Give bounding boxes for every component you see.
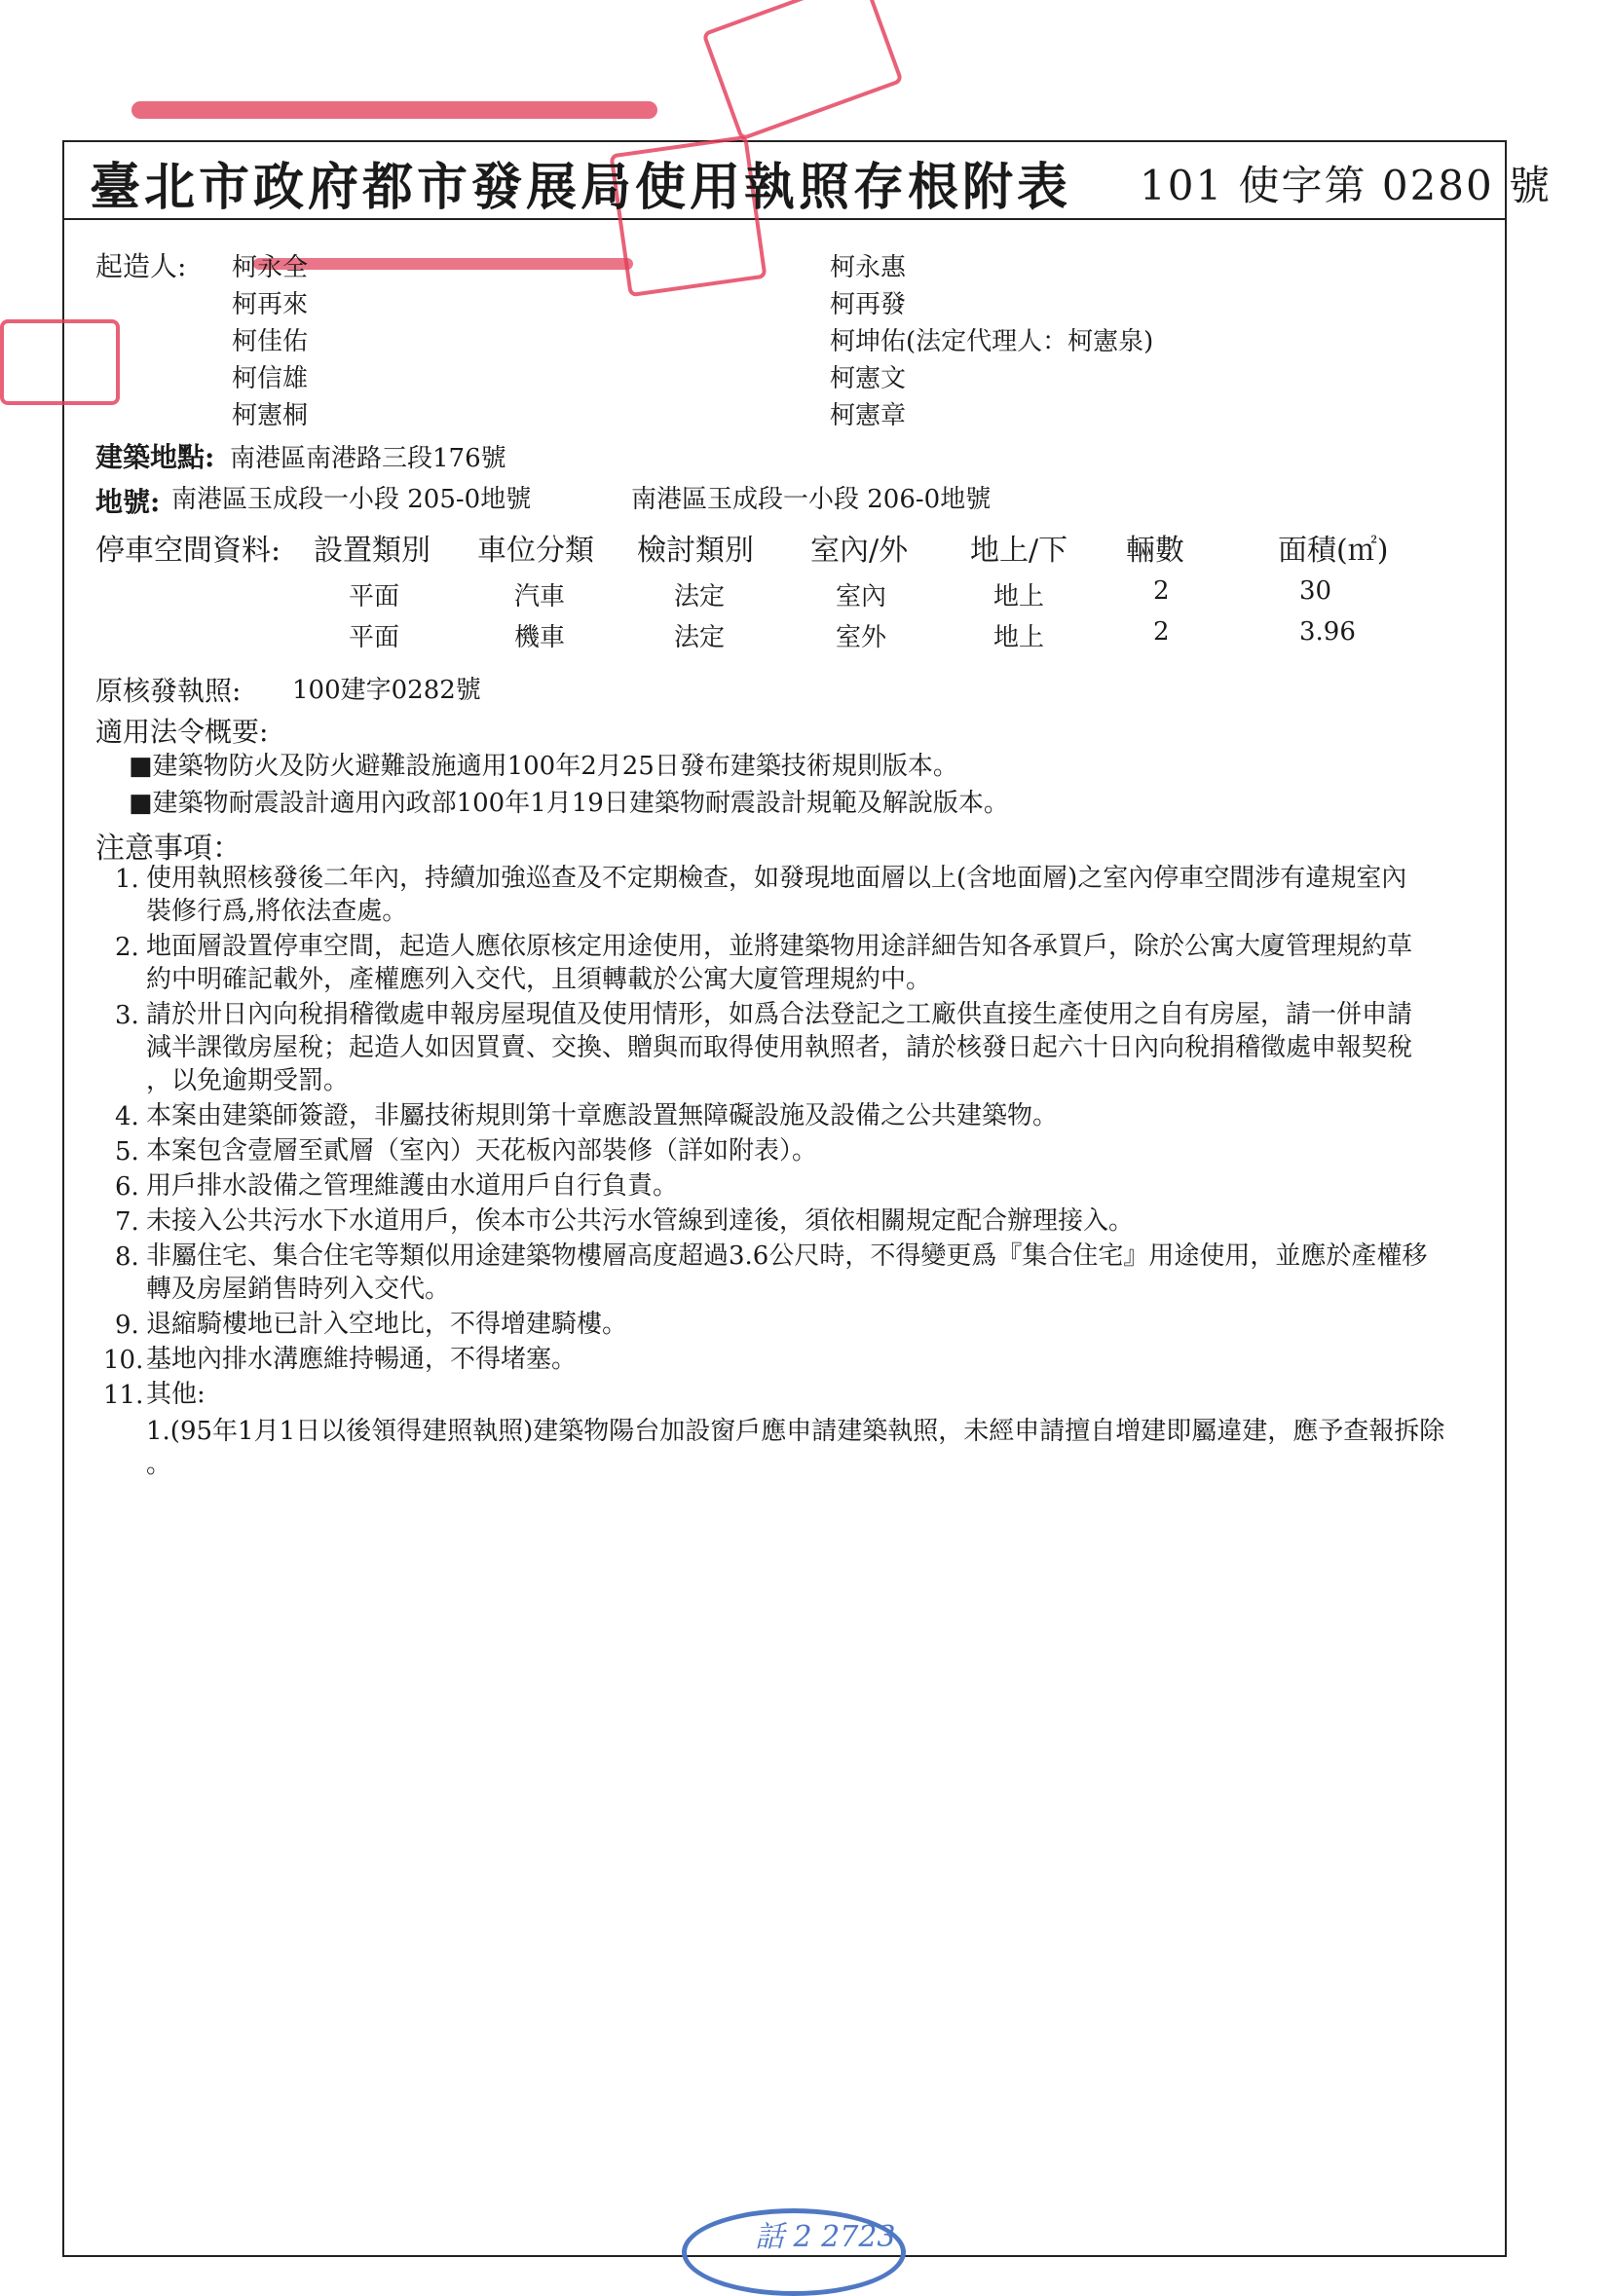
parking-cell: 室內 (836, 582, 887, 611)
parking-header: 車位分類 (477, 534, 594, 568)
other-note-line: 1.(95年1月1日以後領得建照執照)建築物陽台加設窗戶應申請建築執照，未經申請擅自增建即屬違建，應予查報拆除 (146, 1417, 1445, 1446)
note-line: 本案包含壹層至貳層（室內）天花板內部裝修（詳如附表）。 (146, 1136, 818, 1166)
applicant-name: 柯憲文 (830, 364, 907, 393)
note-number: 7. (115, 1207, 139, 1237)
note-line: 未接入公共污水下水道用戶，俟本市公共污水管線到達後，須依相關規定配合辦理接入。 (146, 1206, 1135, 1236)
lot-label: 地號: (95, 486, 161, 518)
parking-cell: 平面 (349, 623, 400, 652)
original-permit-value: 100建字0282號 (292, 676, 481, 705)
parking-header: 室內/外 (810, 534, 909, 568)
note-number: 10. (103, 1346, 144, 1375)
applicant-name: 柯憲章 (830, 401, 907, 430)
red-seal-left (0, 319, 120, 405)
parking-cell: 2 (1153, 617, 1170, 647)
blue-seal-text: 話 2 2723 (755, 2220, 896, 2254)
note-line: 使用執照核發後二年內，持續加強巡查及不定期檢查，如發現地面層以上(含地面層)之室內停車空間涉有違規室內 (146, 864, 1407, 893)
note-line: 地面層設置停車空間，起造人應依原核定用途使用，並將建築物用途詳細告知各承買戶，除於公寓大廈管理規約草 (146, 932, 1413, 961)
note-line: 轉及房屋銷售時列入交代。 (146, 1275, 451, 1304)
applicant-name: 柯佳佑 (232, 327, 309, 356)
parking-cell: 法定 (674, 623, 726, 652)
applicant-name: 柯再來 (232, 290, 309, 319)
lot-value: 南港區玉成段一小段 205-0地號 (171, 485, 532, 514)
parking-cell: 汽車 (514, 582, 566, 611)
note-line: 退縮騎樓地已計入空地比，不得增建騎樓。 (146, 1310, 628, 1339)
note-line: 請於卅日內向稅捐稽徵處申報房屋現值及使用情形，如爲合法登記之工廠供直接生產使用之自有房屋，請一併申請 (146, 1000, 1413, 1029)
red-strike-line (253, 258, 633, 270)
applicant-name: 柯憲桐 (232, 401, 309, 430)
note-line: 約中明確記載外，產權應列入交代，且須轉載於公寓大廈管理規約中。 (146, 965, 932, 994)
applicants-label: 起造人: (95, 250, 187, 282)
parking-cell: 30 (1299, 576, 1332, 606)
address-value: 南港區南港路三段176號 (230, 444, 506, 473)
note-line: 基地內排水溝應維持暢通，不得堵塞。 (146, 1345, 578, 1374)
notes-label: 注意事項： (95, 832, 242, 866)
note-number: 9. (115, 1311, 139, 1340)
red-scribble-mark (131, 101, 657, 119)
red-seal-top-right (701, 0, 904, 141)
note-number: 1. (115, 865, 139, 894)
parking-cell: 2 (1153, 576, 1170, 606)
other-note-line: 。 (146, 1450, 172, 1479)
parking-cell: 室外 (836, 623, 887, 652)
parking-header: 地上/下 (970, 534, 1068, 568)
parking-cell: 地上 (993, 582, 1045, 611)
note-number: 6. (115, 1172, 139, 1202)
applicant-name: 柯再發 (830, 290, 907, 319)
regulation-item: ■建築物耐震設計適用內政部100年1月19日建築物耐震設計規範及解說版本。 (129, 789, 1009, 818)
parking-cell: 3.96 (1299, 617, 1356, 647)
applicant-name: 柯永惠 (830, 253, 907, 282)
applicant-name: 柯坤佑(法定代理人：柯憲泉) (830, 327, 1154, 356)
document-title: 臺北市政府都市發展局使用執照存根附表 (90, 158, 1072, 217)
permit-number: 101 使字第 0280 號 (1140, 162, 1553, 209)
note-line: 用戶排水設備之管理維護由水道用戶自行負責。 (146, 1171, 679, 1201)
parking-cell: 地上 (993, 623, 1045, 652)
lot-value: 南港區玉成段一小段 206-0地號 (631, 485, 992, 514)
parking-header: 設置類別 (314, 534, 431, 568)
note-line: 本案由建築師簽證，非屬技術規則第十章應設置無障礙設施及設備之公共建築物。 (146, 1101, 1059, 1130)
note-number: 5. (115, 1137, 139, 1167)
parking-header: 檢討類別 (637, 534, 754, 568)
note-number: 3. (115, 1001, 139, 1030)
note-number: 8. (115, 1242, 139, 1272)
parking-header: 輛數 (1126, 534, 1184, 568)
note-line: 非屬住宅、集合住宅等類似用途建築物樓層高度超過3.6公尺時，不得變更爲『集合住宅』用途使用，並應於產權移 (146, 1241, 1428, 1271)
note-number: 2. (115, 933, 139, 962)
regulations-label: 適用法令概要: (95, 716, 269, 748)
note-number: 11. (103, 1381, 144, 1410)
parking-cell: 法定 (674, 582, 726, 611)
note-line: 其他: (146, 1380, 206, 1409)
note-line: 裝修行爲,將依法查處。 (146, 897, 408, 926)
parking-cell: 平面 (349, 582, 400, 611)
applicant-name: 柯信雄 (232, 364, 309, 393)
parking-label: 停車空間資料: (95, 534, 281, 568)
note-line: ，以免逾期受罰。 (146, 1066, 350, 1095)
original-permit-label: 原核發執照: (95, 675, 242, 707)
parking-header: 面積(㎡) (1278, 534, 1389, 568)
note-line: 減半課徵房屋稅；起造人如因買賣、交換、贈與而取得使用執照者，請於核發日起六十日內向稅捐稽徵處申報契稅 (146, 1033, 1413, 1062)
address-label: 建築地點: (95, 441, 215, 473)
note-number: 4. (115, 1102, 139, 1131)
parking-cell: 機車 (514, 623, 566, 652)
regulation-item: ■建築物防火及防火避難設施適用100年2月25日發布建築技術規則版本。 (129, 752, 958, 781)
applicant-name: 柯永全 (232, 253, 309, 282)
